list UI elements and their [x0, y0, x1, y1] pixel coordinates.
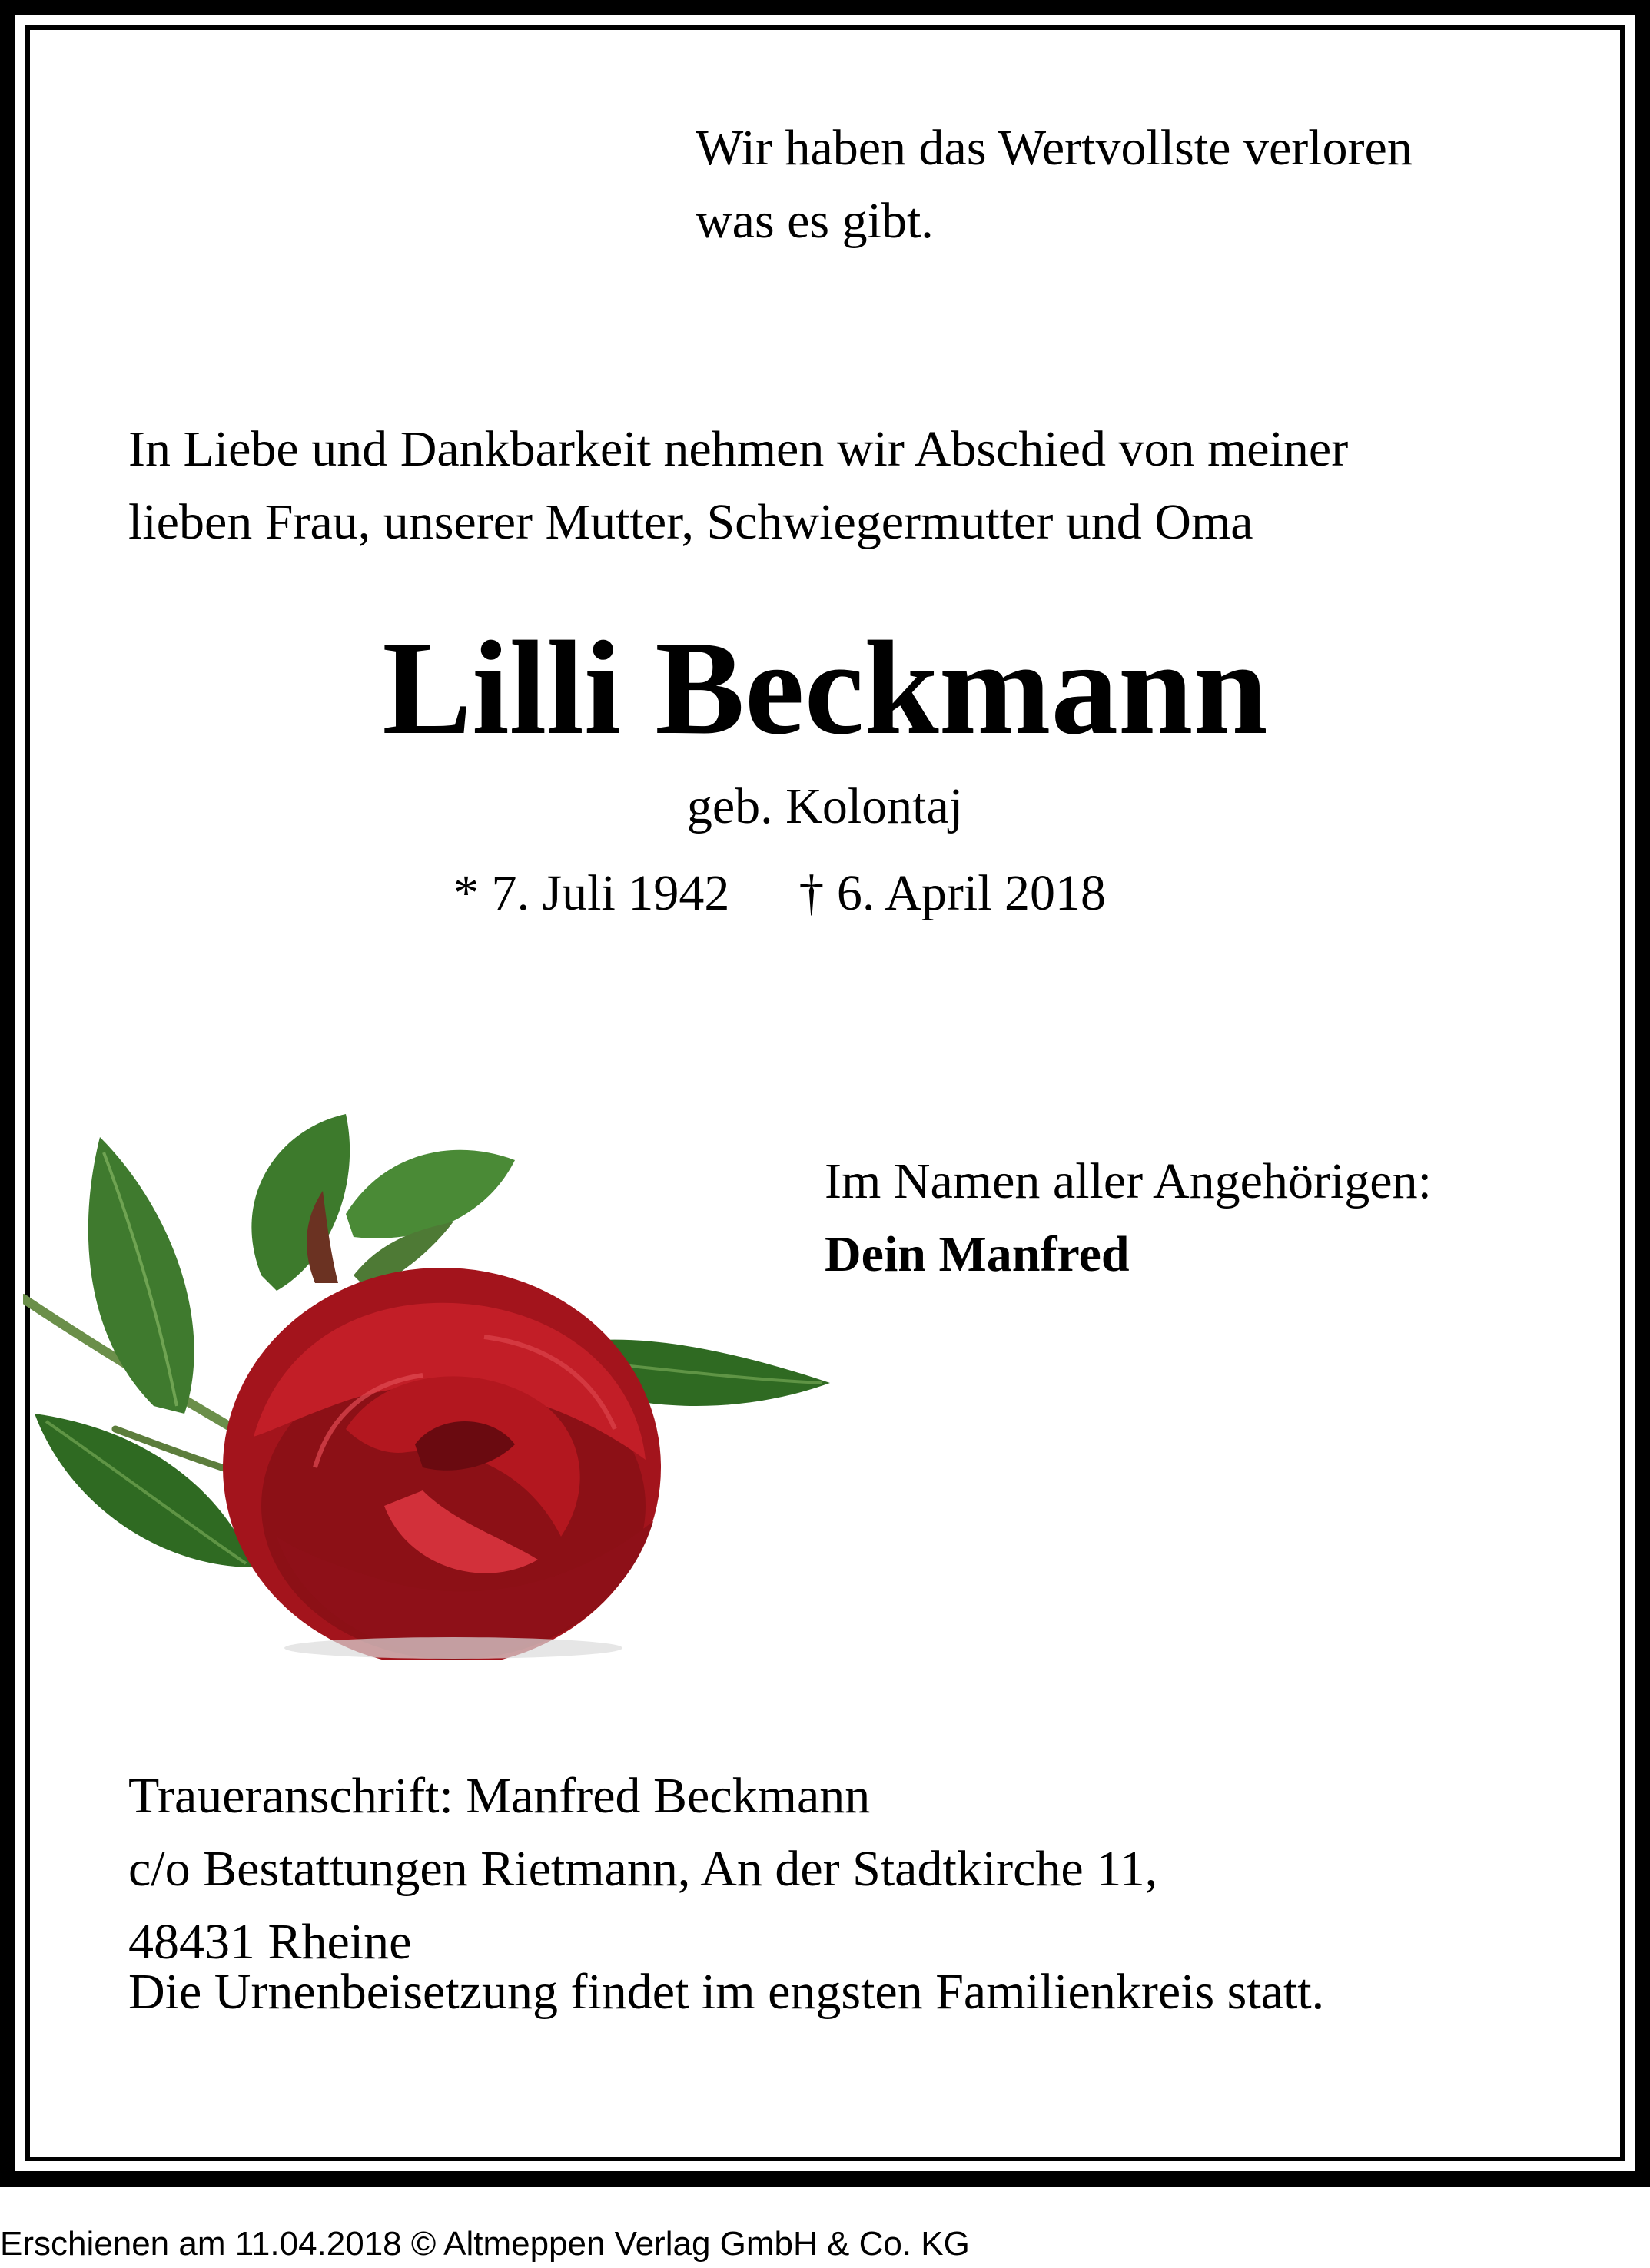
deceased-name: Lilli Beckmann [382, 613, 1268, 762]
rose-image [23, 1106, 861, 1660]
leaf-left-top [88, 1137, 194, 1414]
birth-date: * 7. Juli 1942 [453, 865, 730, 921]
leaf-top-center [251, 1114, 350, 1291]
address-line: 48431 Rheine [128, 1914, 412, 1970]
urn-notice: Die Urnenbeisetzung findet im engsten Familienkreis statt. [128, 1964, 1325, 2020]
motto [696, 111, 1413, 257]
motto-line: Wir haben das Wertvollste verloren [696, 120, 1413, 176]
maiden-name: geb. Kolontaj [686, 778, 964, 834]
signature: Dein Manfred [825, 1226, 1130, 1282]
family-label: Im Namen aller Angehörigen: [825, 1153, 1432, 1209]
motto-line: was es gibt. [696, 193, 934, 249]
death-date: † 6. April 2018 [798, 865, 1107, 921]
intro-line: lieben Frau, unserer Mutter, Schwiegermutter und Oma [128, 494, 1253, 550]
intro-text [128, 413, 1348, 559]
rose-ground-shadow [284, 1637, 622, 1659]
publication-footer: Erschienen am 11.04.2018 © Altmeppen Verlag GmbH & Co. KG [0, 2225, 970, 2263]
address-line: c/o Bestattungen Rietmann, An der Stadtkirche 11, [128, 1841, 1158, 1897]
mourning-address [128, 1759, 1157, 1978]
leaf-top-right [346, 1150, 515, 1238]
life-dates [453, 859, 1106, 928]
address-line: Traueranschrift: Manfred Beckmann [128, 1768, 871, 1824]
intro-line: In Liebe und Dankbarkeit nehmen wir Abschied von meiner [128, 421, 1349, 477]
